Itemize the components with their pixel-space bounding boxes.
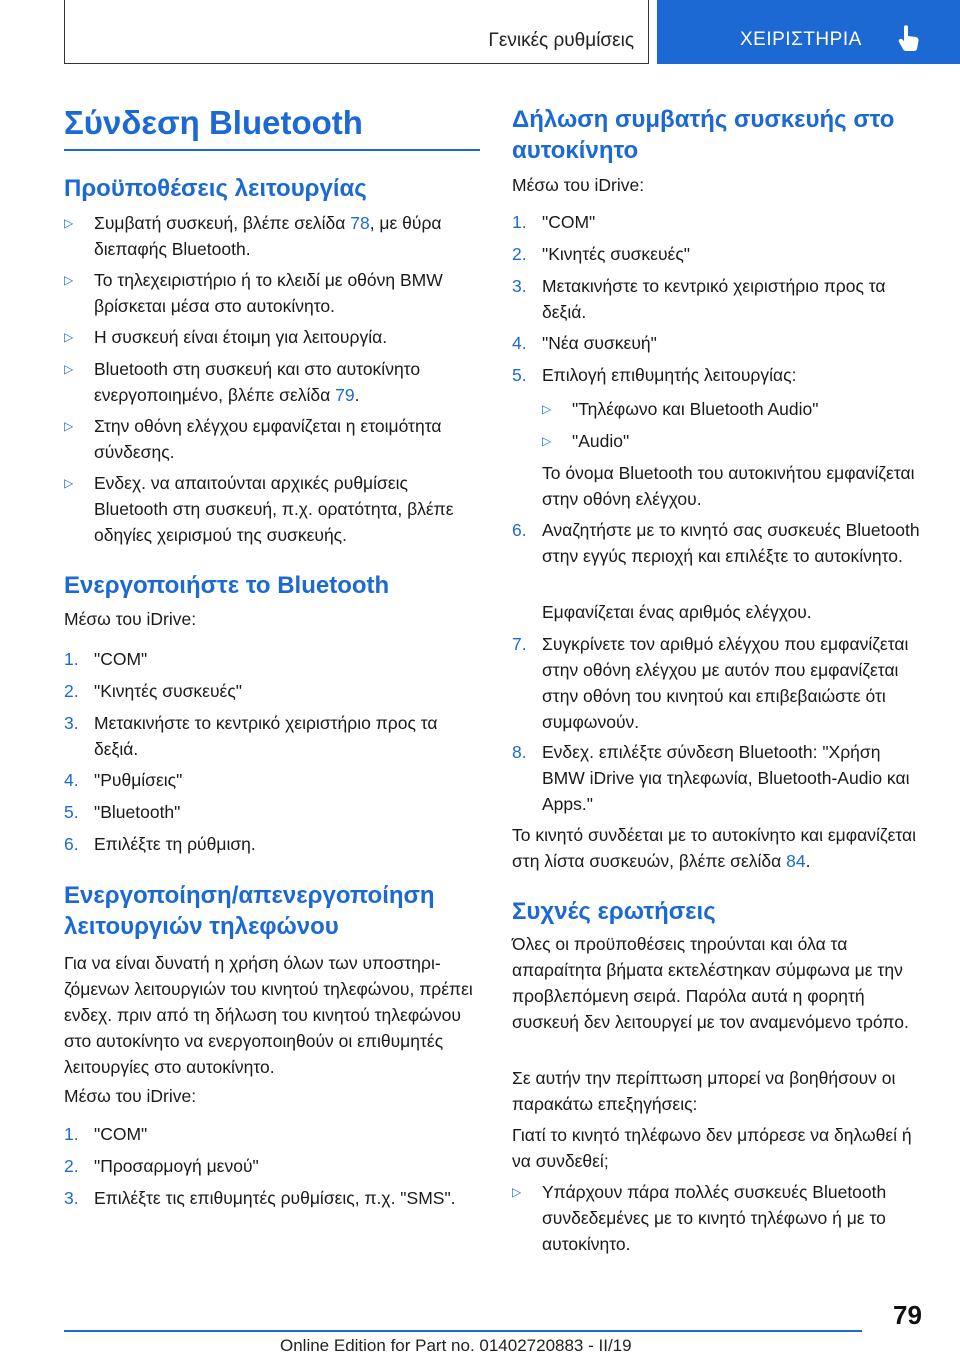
page-link[interactable]: 78 [350,213,370,233]
header-chapter-label: ΧΕΙΡΙΣΤΗΡΙΑ [740,29,862,50]
title-rule [64,149,480,151]
bluetooth-name-note: Το όνομα Bluetooth του αυτοκινήτου εμφανίζεται στην οθόνη ελέγχου. [542,463,915,509]
header-section-label: Γενικές ρυθμίσεις [488,30,634,51]
page-link[interactable]: 84 [786,851,806,871]
triangle-bullet-icon: ▷ [64,419,74,433]
phone-intro: Μέσω του iDrive: [64,1086,197,1106]
triangle-bullet-icon: ▷ [64,273,74,287]
register-intro: Μέσω του iDrive: [512,175,645,195]
connected-note: Το κινητό συνδέεται με το αυτοκίνητο και εμφανίζεται στη λίστα συσκευών, βλέπε σελίδα 84. [512,825,917,871]
faq-paragraph: Σε αυτήν την περίπτωση μπορεί να βοηθήσουν οι παρακάτω επεξηγήσεις: [512,1068,896,1114]
register-heading: Δήλωση συμβατής συσκευής στο αυτοκίνητο [512,106,895,164]
faq-heading: Συχνές ερωτήσεις [512,898,716,925]
footer-edition: Online Edition for Part no. 01402720883 - II/19 [280,1336,632,1355]
enable-intro: Μέσω του iDrive: [64,609,197,629]
control-number-note: Εμφανίζεται ένας αριθμός ελέγχου. [542,602,812,622]
triangle-bullet-icon: ▷ [64,476,74,490]
header-section-tab [64,0,649,64]
phone-functions-text: Για να είναι δυνατή η χρήση όλων των υποστηριζόμενων λειτουργιών του κινητού τηλεφώνου, πρέπει ενδεχ. πριν από τη δήλωση του κινητού τηλεφώνου στο αυτοκίνητο να ενεργοποιηθούν οι επιθυμητές λειτουργίες στο αυτοκίνητο. [64,953,473,1077]
triangle-bullet-icon: ▷ [542,434,552,448]
page-title: Σύνδεση Bluetooth [64,104,363,141]
triangle-bullet-icon: ▷ [64,362,74,376]
triangle-bullet-icon: ▷ [542,402,552,416]
footer-rule [64,1330,862,1332]
header-chapter-tab [657,0,960,64]
triangle-bullet-icon: ▷ [512,1185,522,1199]
triangle-bullet-icon: ▷ [64,330,74,344]
page-link[interactable]: 79 [335,385,355,405]
pointing-hand-icon [893,23,923,53]
triangle-bullet-icon: ▷ [64,216,74,230]
faq-question: Γιατί το κινητό τηλέφωνο δεν μπόρεσε να δηλωθεί ή να συνδεθεί; [512,1125,912,1171]
faq-paragraph: Όλες οι προϋποθέσεις τηρούνται και όλα τα απαραίτητα βήματα εκτελέστηκαν σύμφωνα με την προβλεπόμενη σειρά. Παρόλα αυτά η φορητή συσκευή δεν λειτουργεί με τον αναμενόμενο τρόπο. [512,934,909,1032]
phone-functions-heading: Ενεργοποίηση/απενεργοποίηση λειτουργιών τηλεφώνου [64,882,435,940]
enable-heading: Ενεργοποιήστε το Bluetooth [64,572,390,599]
prereq-heading: Προϋποθέσεις λειτουργίας [64,175,367,202]
page-number: 79 [893,1300,922,1330]
